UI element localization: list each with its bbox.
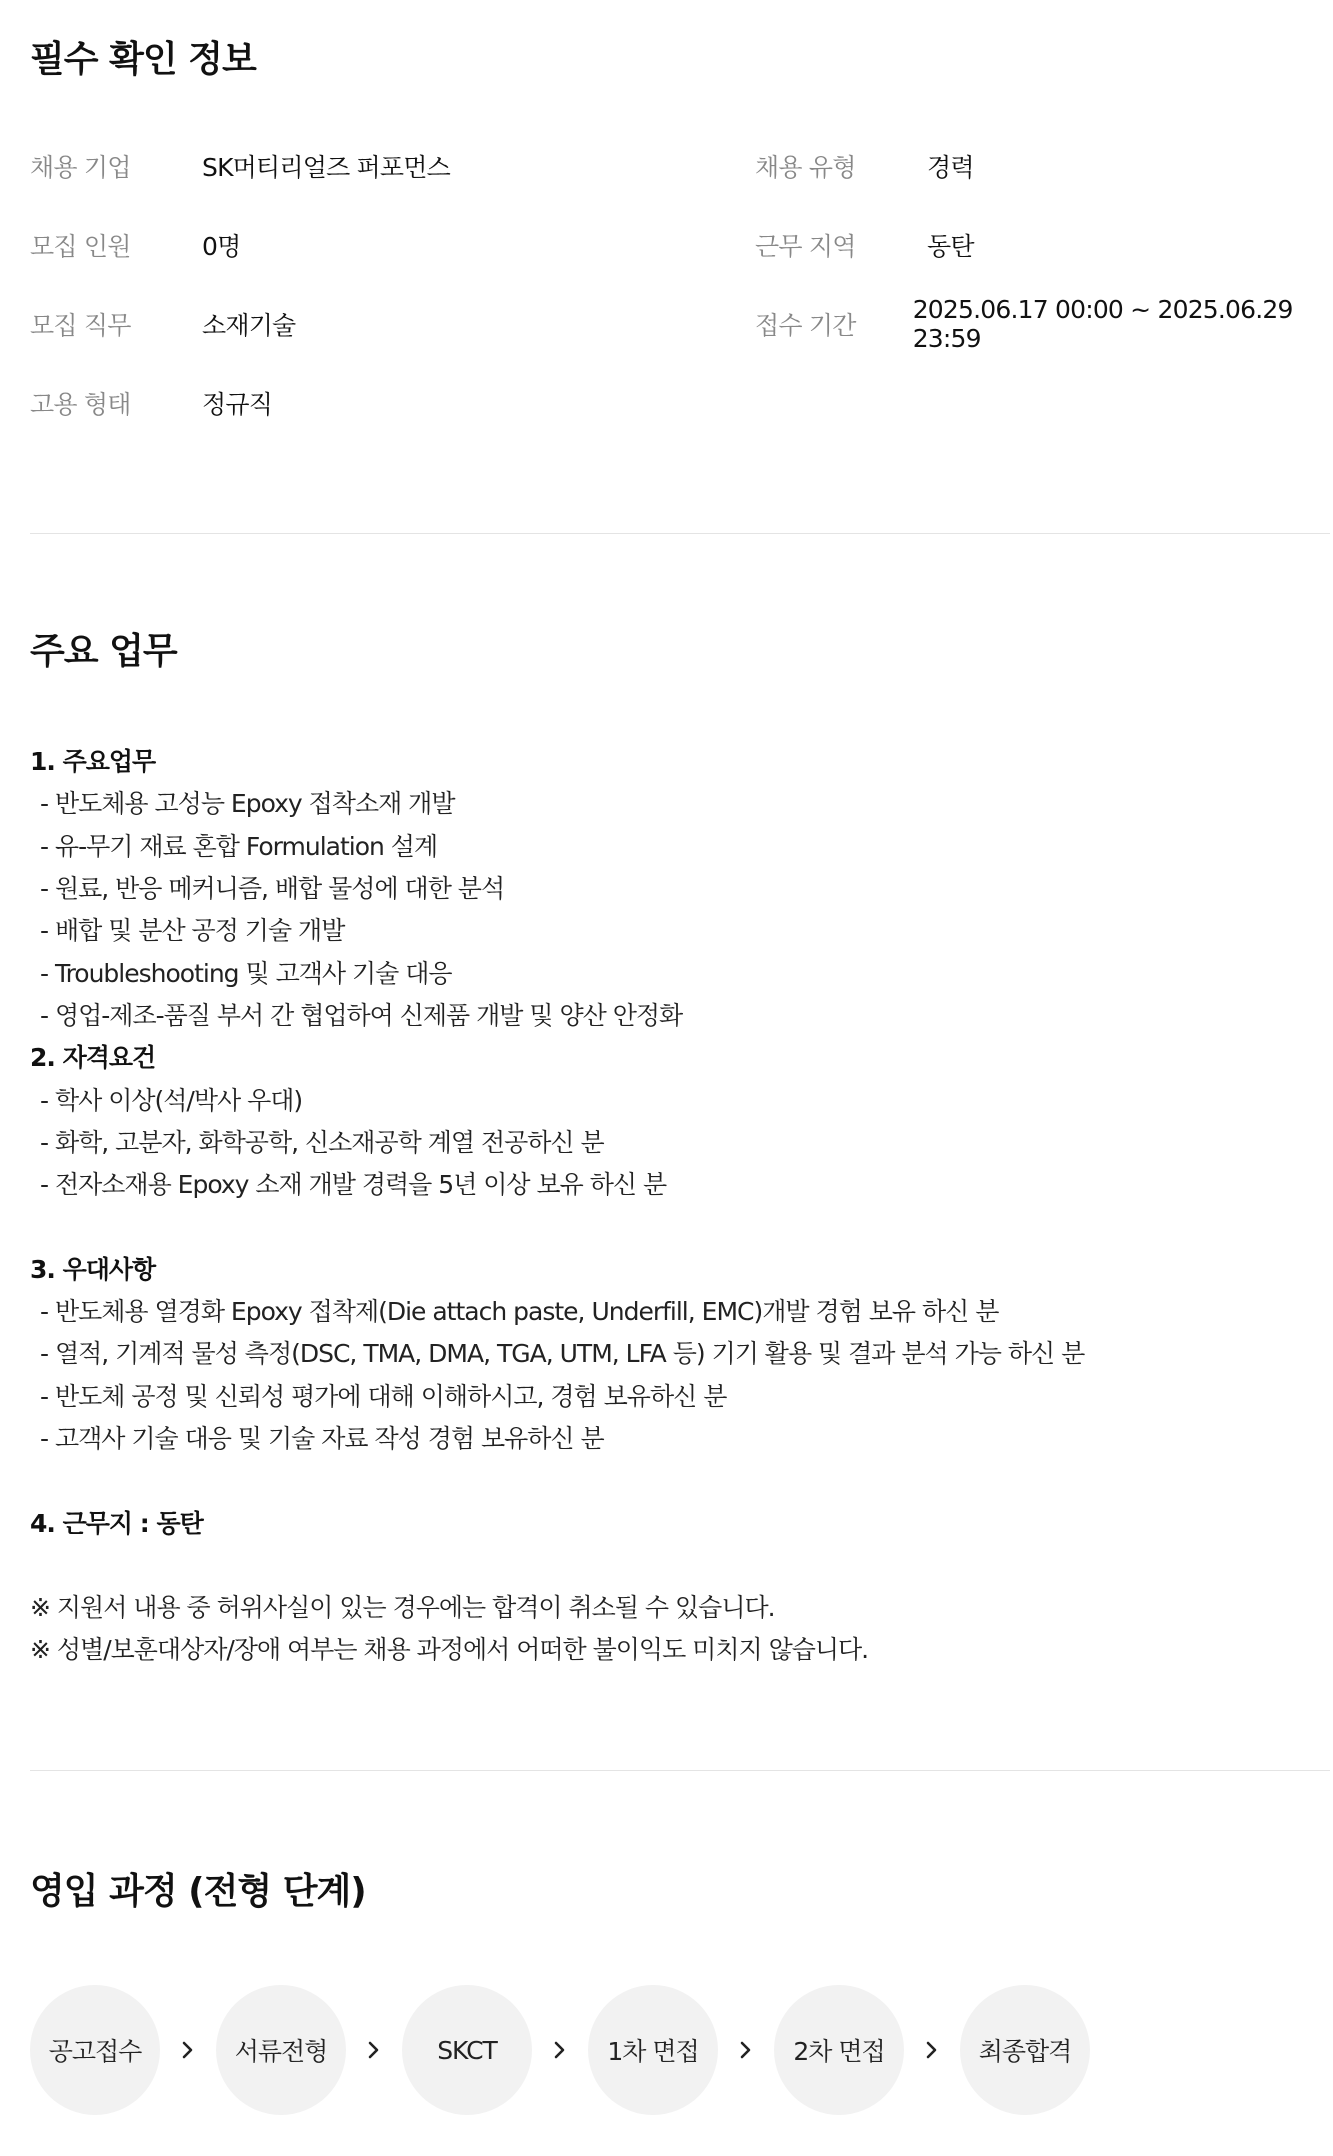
- duty-item: - 반도체용 고성능 Epoxy 접착소재 개발: [40, 789, 455, 819]
- info-label: 채용 유형: [755, 153, 856, 183]
- duty-item: - 배합 및 분산 공정 기술 개발: [40, 916, 345, 946]
- info-label: 고용 형태: [30, 390, 131, 420]
- process-step: 서류전형: [216, 1985, 346, 2115]
- info-label: 접수 기간: [755, 311, 856, 341]
- chevron-right-icon: [346, 2041, 402, 2059]
- duty-heading: 2. 자격요건: [30, 1043, 156, 1073]
- info-value: 정규직: [202, 390, 273, 420]
- info-value: 동탄: [927, 232, 974, 262]
- duty-item: - 유-무기 재료 혼합 Formulation 설계: [40, 831, 438, 861]
- duties-title: 주요 업무: [30, 631, 177, 672]
- duty-item: - 열적, 기계적 물성 측정(DSC, TMA, DMA, TGA, UTM, LFA 등) 기기 활용 및 결과 분석 가능 하신 분: [40, 1339, 1085, 1369]
- info-value: SK머티리얼즈 퍼포먼스: [202, 153, 450, 183]
- duty-item: - 영업-제조-품질 부서 간 협업하여 신제품 개발 및 양산 안정화: [40, 1000, 683, 1030]
- duty-note: ※ 지원서 내용 중 허위사실이 있는 경우에는 합격이 취소될 수 있습니다.: [30, 1593, 775, 1623]
- info-row-headcount: [30, 225, 240, 265]
- duty-item: - 원료, 반응 메커니즘, 배합 물성에 대한 분석: [40, 874, 505, 904]
- duty-item: - Troubleshooting 및 고객사 기술 대응: [40, 958, 452, 988]
- info-value: 0명: [202, 232, 241, 262]
- required-info-title: 필수 확인 정보: [30, 39, 256, 80]
- required-info-section: [30, 38, 1330, 496]
- info-row-job: [30, 304, 295, 344]
- info-row-location: [755, 225, 974, 265]
- duty-heading: 1. 주요업무: [30, 747, 156, 777]
- duty-blank-line: [30, 1545, 1330, 1587]
- info-label: 모집 인원: [30, 232, 131, 262]
- required-info-grid: [30, 146, 1330, 496]
- section-divider: [30, 1770, 1330, 1771]
- info-value: 소재기술: [202, 311, 296, 341]
- process-title: 영입 과정 (전형 단계): [30, 1871, 366, 1912]
- duty-item: - 학사 이상(석/박사 우대): [40, 1085, 303, 1115]
- info-value: 경력: [927, 153, 974, 183]
- duties-section: [30, 630, 1330, 1672]
- duty-heading: 3. 우대사항: [30, 1254, 156, 1284]
- process-step: 1차 면접: [588, 1985, 718, 2115]
- info-label: 모집 직무: [30, 311, 131, 341]
- section-divider: [30, 533, 1330, 534]
- chevron-right-icon: [532, 2041, 588, 2059]
- info-row-application-period: [755, 295, 1330, 354]
- process-section: [30, 1870, 1330, 2066]
- duty-item: - 반도체용 열경화 Epoxy 접착제(Die attach paste, Underfill, EMC)개발 경험 보유 하신 분: [40, 1297, 999, 1327]
- duty-item: - 화학, 고분자, 화학공학, 신소재공학 계열 전공하신 분: [40, 1127, 604, 1157]
- duty-item: - 전자소재용 Epoxy 소재 개발 경력을 5년 이상 보유 하신 분: [40, 1170, 667, 1200]
- duties-body: [30, 741, 1330, 1672]
- chevron-right-icon: [904, 2041, 960, 2059]
- info-row-hire-type: [755, 146, 974, 186]
- process-step: 2차 면접: [774, 1985, 904, 2115]
- chevron-right-icon: [718, 2041, 774, 2059]
- duty-item: - 반도체 공정 및 신뢰성 평가에 대해 이해하시고, 경험 보유하신 분: [40, 1381, 727, 1411]
- process-step: 공고접수: [30, 1985, 160, 2115]
- info-label: 채용 기업: [30, 153, 131, 183]
- info-row-company: [30, 146, 450, 186]
- chevron-right-icon: [160, 2041, 216, 2059]
- info-row-employment-type: [30, 383, 272, 423]
- process-step: 최종합격: [960, 1985, 1090, 2115]
- duty-note: ※ 성별/보훈대상자/장애 여부는 채용 과정에서 어떠한 불이익도 미치지 않습니다.: [30, 1635, 869, 1665]
- duty-blank-line: [30, 1460, 1330, 1502]
- process-steps: [30, 1985, 1090, 2115]
- process-step: SKCT: [402, 1985, 532, 2115]
- duty-blank-line: [30, 1206, 1330, 1248]
- duty-heading: 4. 근무지 : 동탄: [30, 1508, 203, 1538]
- info-label: 근무 지역: [755, 232, 856, 262]
- duty-item: - 고객사 기술 대응 및 기술 자료 작성 경험 보유하신 분: [40, 1423, 604, 1453]
- info-value: 2025.06.17 00:00 ~ 2025.06.29 23:59: [912, 295, 1293, 354]
